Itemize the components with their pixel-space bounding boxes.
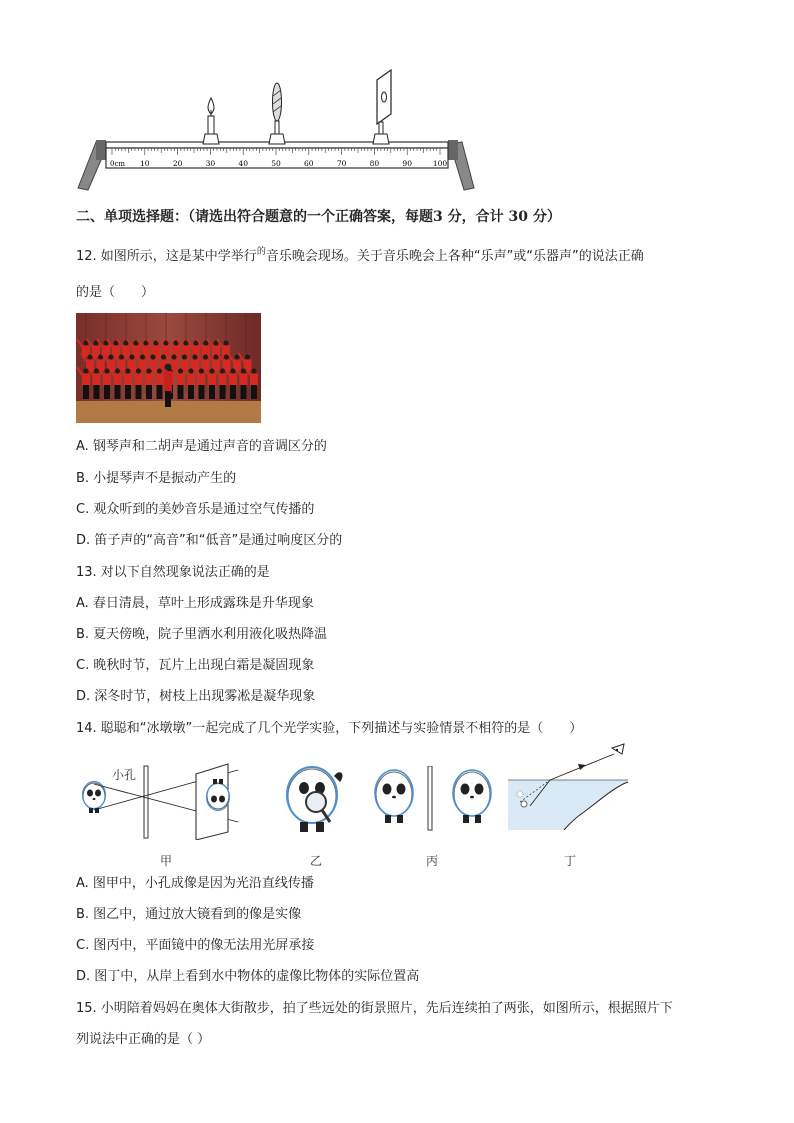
bench-tick-label: 90: [402, 159, 412, 168]
bench-tick-label: 70: [336, 159, 347, 168]
singer-legs: [188, 385, 194, 399]
q12-option-b[interactable]: B. 小提琴声不是振动产生的: [76, 471, 237, 486]
q13-option-c[interactable]: C. 晚秋时节，瓦片上出现白霜是凝固现象: [76, 658, 315, 673]
bench-unit-label: 0cm: [110, 160, 126, 168]
optical-bench-figure: [74, 62, 484, 196]
bench-tick-label: 10: [140, 159, 150, 168]
q12-option-d[interactable]: D. 笛子声的“高音”和“低音”是通过响度区分的: [76, 533, 343, 548]
choir-photo: [76, 313, 261, 423]
singer-legs: [157, 385, 163, 399]
singer-body: [156, 374, 164, 386]
figure-magnifier: [282, 764, 348, 836]
singer-body: [198, 374, 206, 386]
singer-body: [145, 374, 153, 386]
q13-option-a[interactable]: A. 春日清晨，草叶上形成露珠是升华现象: [76, 596, 314, 611]
convex-lens: [269, 83, 285, 144]
figure-plane-mirror: [370, 766, 500, 832]
q14-option-a[interactable]: A. 图甲中，小孔成像是因为光沿直线传播: [76, 876, 314, 891]
bench-right-end: [448, 140, 458, 160]
singer-body: [229, 374, 237, 386]
singer-legs: [94, 385, 100, 399]
q12-option-a[interactable]: A. 钢琴声和二胡声是通过声音的音调区分的: [76, 439, 327, 454]
q14-option-c[interactable]: C. 图丙中，平面镜中的像无法用光屏承接: [76, 938, 315, 953]
singer-body: [187, 374, 195, 386]
caption-jia: 甲: [160, 854, 173, 868]
q12-stem-line2: 的是（ ）: [76, 285, 155, 300]
q12-stem-sup: 的: [256, 247, 266, 257]
singer-legs: [251, 385, 257, 399]
singer-head: [245, 354, 250, 359]
q14-stem: 14. 聪聪和“冰墩墩”一起完成了几个光学实验，下列描述与实验情景不相符的是（ ）: [76, 721, 583, 736]
singer-legs: [220, 385, 226, 399]
singer-legs: [199, 385, 205, 399]
q12-stem-line1: [76, 248, 644, 267]
singer-legs: [115, 385, 121, 399]
singer-body: [177, 374, 185, 386]
singer-legs: [104, 385, 110, 399]
section-heading: 二、单项选择题：（请选出符合题意的一个正确答案，每题3 分，合计 30 分）: [76, 209, 561, 225]
singer-body: [82, 374, 90, 386]
q13-option-b[interactable]: B. 夏天傍晚，院子里洒水利用液化吸热降温: [76, 627, 328, 642]
q13-stem: 13. 对以下自然现象说法正确的是: [76, 565, 270, 580]
singer-body: [103, 374, 111, 386]
bench-tick-label: 80: [369, 159, 380, 168]
singer-body: [240, 374, 248, 386]
singer-legs: [146, 385, 152, 399]
singer-legs: [178, 385, 184, 399]
q13-option-d[interactable]: D. 深冬时节，树枝上出现雾凇是凝华现象: [76, 689, 316, 704]
bingdwendwen-left: [375, 770, 413, 823]
singer-body: [135, 374, 143, 386]
q15-stem-line1: 15. 小明陪着妈妈在奥体大街散步，拍了些远处的街景照片，先后连续拍了两张，如图所示，根据照片下: [76, 1001, 673, 1016]
light-screen: [373, 70, 391, 144]
q12-stem-text-a: 12. 如图所示，这是某中学举行: [76, 249, 257, 264]
singer-body: [124, 374, 132, 386]
singer-legs: [136, 385, 142, 399]
singer-body: [219, 374, 227, 386]
singer-body: [250, 374, 258, 386]
singer-body: [114, 374, 122, 386]
singer-body: [208, 374, 216, 386]
caption-ding: 丁: [564, 854, 577, 868]
bench-tick-label: 40: [238, 159, 248, 168]
singer-body: [93, 374, 101, 386]
singer-head: [251, 368, 256, 373]
singer-legs: [83, 385, 89, 399]
singer-legs: [241, 385, 247, 399]
figure-refraction: [506, 742, 630, 830]
q15-stem-line2: 列说法中正确的是（ ）: [76, 1032, 211, 1047]
singer-head: [223, 340, 228, 345]
q12-stem-text-b: 音乐晚会现场。关于音乐晚会上各种“乐声”或“乐器声”的说法正确: [265, 249, 644, 264]
bingdwendwen-right: [453, 770, 491, 823]
figure-pinhole: [78, 760, 248, 840]
bench-tick-label: 60: [304, 159, 314, 168]
bench-tick-label: 50: [271, 159, 281, 168]
q14-option-d[interactable]: D. 图丁中，从岸上看到水中物体的虚像比物体的实际位置高: [76, 969, 420, 984]
singer-legs: [230, 385, 236, 399]
bench-tick-label: 20: [172, 159, 183, 168]
q12-option-c[interactable]: C. 观众听到的美妙音乐是通过空气传播的: [76, 502, 315, 517]
caption-bing: 丙: [426, 854, 439, 868]
bench-left-end: [96, 140, 106, 160]
singer-legs: [209, 385, 215, 399]
caption-yi: 乙: [310, 854, 323, 868]
bench-tick-label: 100: [432, 159, 448, 168]
singer-legs: [125, 385, 131, 399]
bench-tick-label: 30: [205, 159, 216, 168]
candle: [203, 98, 219, 144]
pinhole-label: 小孔: [112, 768, 137, 782]
q14-option-b[interactable]: B. 图乙中，通过放大镜看到的像是实像: [76, 907, 302, 922]
